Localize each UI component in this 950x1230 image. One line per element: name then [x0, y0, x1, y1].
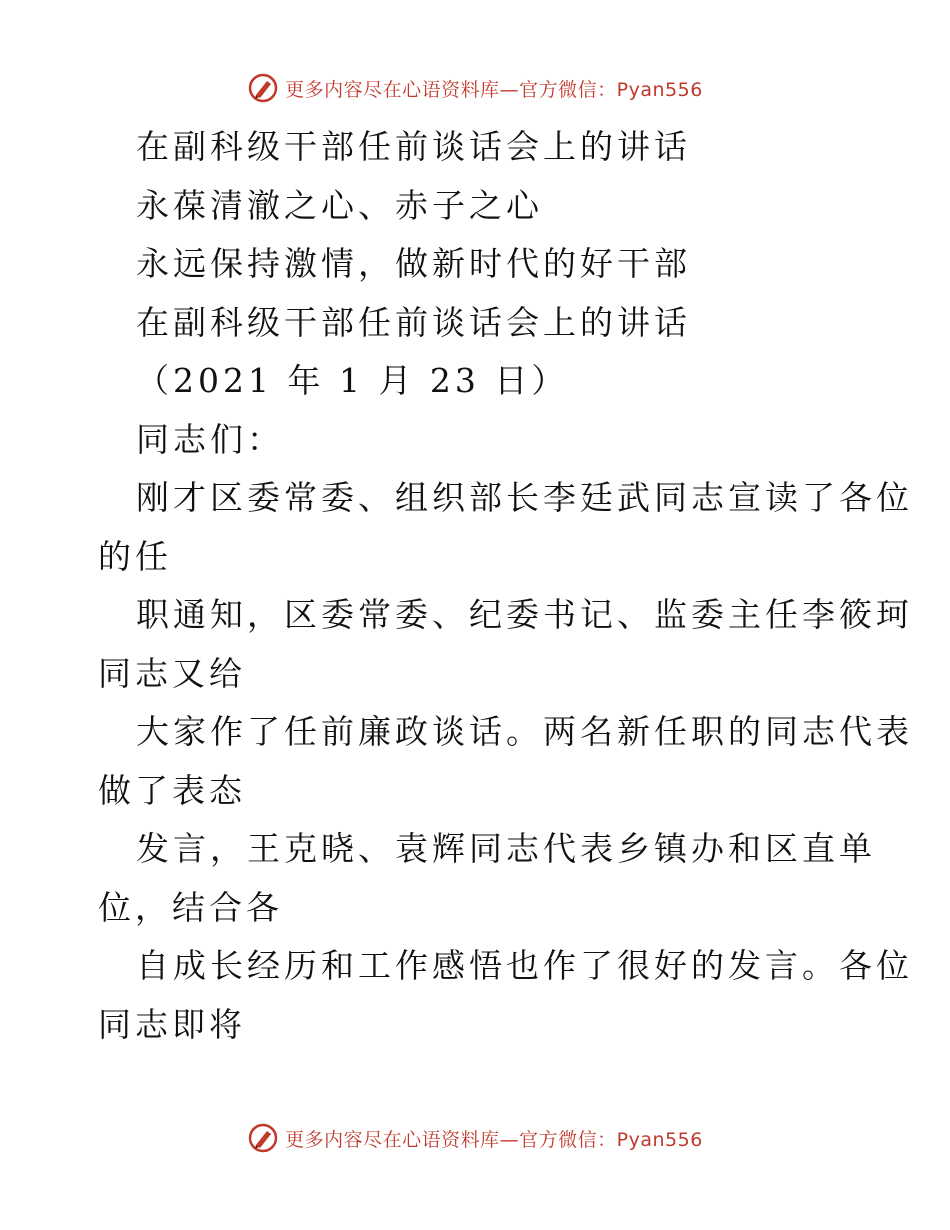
pen-logo-icon	[247, 1122, 279, 1154]
text-line: 同志们：	[136, 419, 284, 459]
text-line: 做了表态	[98, 770, 246, 810]
text-line: 同志即将	[98, 1004, 246, 1044]
text-line: 位，结合各	[98, 887, 283, 927]
text-line: 同志又给	[98, 653, 246, 693]
document-body	[98, 118, 913, 1054]
header-watermark	[0, 72, 950, 104]
text-line: 自成长经历和工作感悟也作了很好的发言。各位	[136, 946, 913, 985]
text-line: 刚才区委常委、组织部长李廷武同志宣读了各位	[136, 478, 913, 517]
footer-watermark-text: 更多内容尽在心语资料库—官方微信：Pyan556	[285, 1128, 703, 1151]
text-line: 的任	[98, 536, 172, 576]
header-watermark-text: 更多内容尽在心语资料库—官方微信：Pyan556	[285, 78, 703, 101]
text-line: （2021 年 1 月 23 日）	[136, 361, 569, 400]
text-line: 大家作了任前廉政谈话。两名新任职的同志代表	[136, 712, 913, 751]
text-line: 永远保持激情，做新时代的好干部	[136, 244, 691, 283]
text-line: 永葆清澈之心、赤子之心	[136, 185, 543, 225]
text-line: 在副科级干部任前谈话会上的讲话	[136, 302, 691, 342]
text-line: 发言，王克晓、袁辉同志代表乡镇办和区直单	[136, 829, 876, 868]
footer-watermark	[0, 1122, 950, 1154]
text-line: 在副科级干部任前谈话会上的讲话	[136, 127, 691, 166]
pen-logo-icon	[247, 72, 279, 104]
text-line: 职通知，区委常委、纪委书记、监委主任李筱珂	[136, 595, 913, 634]
